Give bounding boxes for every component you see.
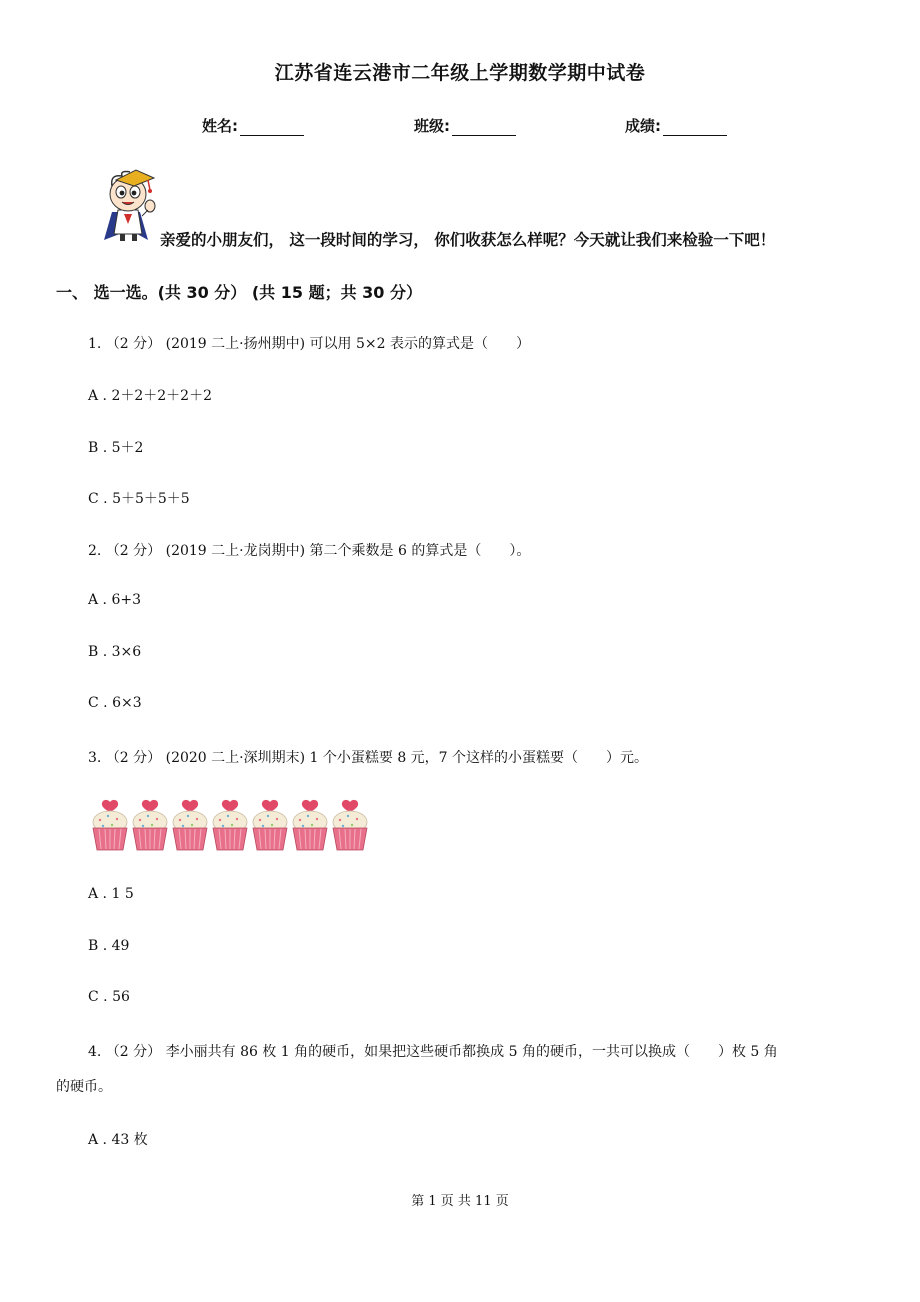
cupcake-6 <box>293 800 327 850</box>
cupcakes-image <box>90 796 380 856</box>
score-blank <box>663 119 727 136</box>
page-footer: 第 1 页 共 11 页 <box>411 1194 509 1209</box>
page-title: 江苏省连云港市二年级上学期数学期中试卷 <box>274 62 646 84</box>
section-heading: 一、 选一选。(共 30 分） (共 15 题；共 30 分） <box>56 283 422 302</box>
cupcake-5 <box>253 800 287 850</box>
question-2-option-b: B . 3×6 <box>88 644 142 660</box>
question-3-stem: 3. （2 分） (2020 二上·深圳期末) 1 个小蛋糕要 8 元，7 个这样的小蛋糕要（ ）元。 <box>88 750 649 766</box>
cupcake-3 <box>173 800 207 850</box>
cupcake-2 <box>133 800 167 850</box>
question-3-option-b: B . 49 <box>88 938 130 954</box>
class-blank <box>452 119 516 136</box>
question-2-stem: 2. （2 分） (2019 二上·龙岗期中) 第二个乘数是 6 的算式是（ ）。 <box>88 543 531 559</box>
question-2-option-c: C . 6×3 <box>88 695 142 711</box>
cupcake-7 <box>333 800 367 850</box>
question-1-option-a: A . 2＋2＋2＋2＋2 <box>88 388 212 404</box>
class-field <box>414 115 516 136</box>
score-label: 成绩: <box>625 117 661 135</box>
question-3-option-a: A . 1 5 <box>88 886 134 902</box>
name-blank <box>240 119 304 136</box>
question-4-stem-line-2: 的硬币。 <box>56 1079 112 1095</box>
cupcake-1 <box>93 800 127 850</box>
mascot-image <box>90 164 170 244</box>
question-1-stem: 1. （2 分） (2019 二上·扬州期中) 可以用 5×2 表示的算式是（ ） <box>88 336 530 352</box>
cupcake-4 <box>213 800 247 850</box>
question-1-option-b: B . 5＋2 <box>88 440 144 456</box>
question-2-option-a: A . 6+3 <box>88 592 142 608</box>
score-field <box>625 115 727 136</box>
name-field <box>202 115 304 136</box>
question-3-option-c: C . 56 <box>88 989 130 1005</box>
greeting-text: 亲爱的小朋友们， 这一段时间的学习， 你们收获怎么样呢？今天就让我们来检验一下吧！ <box>160 231 776 249</box>
question-4-stem-line-1: 4. （2 分） 李小丽共有 86 枚 1 角的硬币，如果把这些硬币都换成 5 角的硬币，一共可以换成（ ）枚 5 角 <box>88 1044 778 1060</box>
name-label: 姓名: <box>202 117 238 135</box>
class-label: 班级: <box>414 117 450 135</box>
question-1-option-c: C . 5＋5＋5＋5 <box>88 491 190 507</box>
question-4-option-a: A . 43 枚 <box>88 1132 148 1148</box>
